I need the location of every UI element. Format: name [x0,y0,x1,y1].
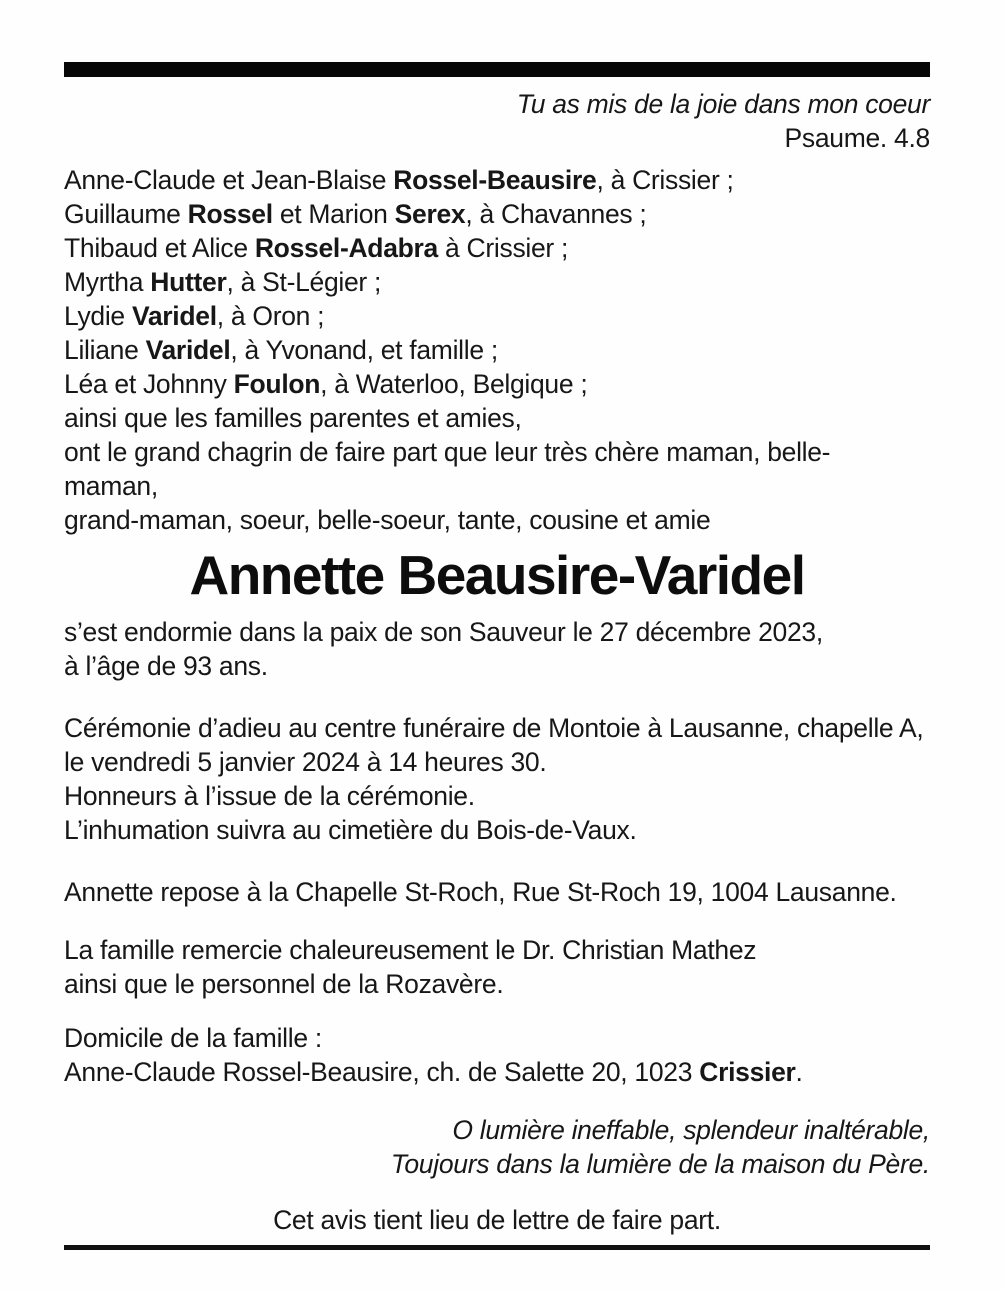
surname-bold: Rossel-Beausire [393,165,597,195]
closing-quote-line: Toujours dans la lumière de la maison du Père. [390,1149,930,1179]
text-segment: Lydie [64,301,132,331]
text-segment: Guillaume [64,199,188,229]
text-segment: et Marion [272,199,395,229]
ceremony-line: le vendredi 5 janvier 2024 à 14 heures 30. [64,747,547,777]
family-line [64,231,930,265]
text-segment: ont le grand chagrin de faire part que leur très chère maman, belle- maman, [64,437,831,501]
family-line [64,197,930,231]
epigraph-attribution: Psaume. 4.8 [784,123,930,153]
surname-bold: Serex [394,199,466,229]
family-line [64,435,930,503]
acknowledgements [64,933,930,1001]
bottom-rule [64,1245,930,1250]
closing-quote [64,1113,930,1181]
text-segment: Thibaud et Alice [64,233,255,263]
family-line [64,163,930,197]
text-segment: , à Waterloo, Belgique ; [320,369,588,399]
text-segment: , à Oron ; [216,301,325,331]
family-address-line [64,1055,930,1089]
text-segment: , à St-Légier ; [226,267,382,297]
deceased-name: Annette Beausire-Varidel [189,544,805,606]
text-segment: , à Yvonand, et famille ; [230,335,498,365]
epigraph [64,87,930,155]
surname-bold: Hutter [150,267,227,297]
text-segment: Léa et Johnny [64,369,234,399]
family-address [64,1021,930,1089]
text-segment: Myrtha [64,267,151,297]
text-segment: Liliane [64,335,146,365]
family-line [64,503,930,537]
text-segment: Anne-Claude Rossel-Beausire, ch. de Salette 20, 1023 [64,1057,700,1087]
text-segment: ainsi que les familles parentes et amies, [64,403,522,433]
text-segment: , à Crissier ; [596,165,734,195]
surname-bold: Varidel [131,301,217,331]
family-line [64,265,930,299]
family-line [64,401,930,435]
footer-statement: Cet avis tient lieu de lettre de faire part. [273,1205,721,1235]
surname-bold: Rossel [187,199,273,229]
ceremony-line: L’inhumation suivra au cimetière du Bois-de-Vaux. [64,815,637,845]
text-segment: Anne-Claude et Jean-Blaise [64,165,394,195]
family-address-label: Domicile de la famille : [64,1023,322,1053]
death-notice-line: à l’âge de 93 ans. [64,651,268,681]
text-segment: grand-maman, soeur, belle-soeur, tante, cousine et amie [64,505,711,535]
text-segment: . [795,1057,803,1087]
epigraph-quote: Tu as mis de la joie dans mon coeur [516,89,930,119]
top-rule [64,62,930,77]
notice-content [0,62,1004,1250]
acknowledgements-line: ainsi que le personnel de la Rozavère. [64,969,504,999]
closing-quote-line: O lumière ineffable, splendeur inaltérable, [452,1115,930,1145]
ceremony-line: Honneurs à l’issue de la cérémonie. [64,781,475,811]
family-line [64,367,930,401]
surname-bold: Varidel [145,335,231,365]
family-list [64,163,930,537]
repose-location: Annette repose à la Chapelle St-Roch, Rue St-Roch 19, 1004 Lausanne. [64,877,897,907]
ceremony-line: Cérémonie d’adieu au centre funéraire de Montoie à Lausanne, chapelle A, [64,713,924,743]
text-segment: , à Chavannes ; [465,199,647,229]
surname-bold: Foulon [233,369,321,399]
acknowledgements-line: La famille remercie chaleureusement le Dr. Christian Mathez [64,935,757,965]
death-notice [64,615,930,683]
death-notice-line: s’est endormie dans la paix de son Sauveur le 27 décembre 2023, [64,617,823,647]
ceremony-details [64,711,930,847]
surname-bold: Crissier [699,1057,796,1087]
surname-bold: Rossel-Adabra [254,233,438,263]
family-line [64,333,930,367]
text-segment: à Crissier ; [437,233,569,263]
family-line [64,299,930,333]
